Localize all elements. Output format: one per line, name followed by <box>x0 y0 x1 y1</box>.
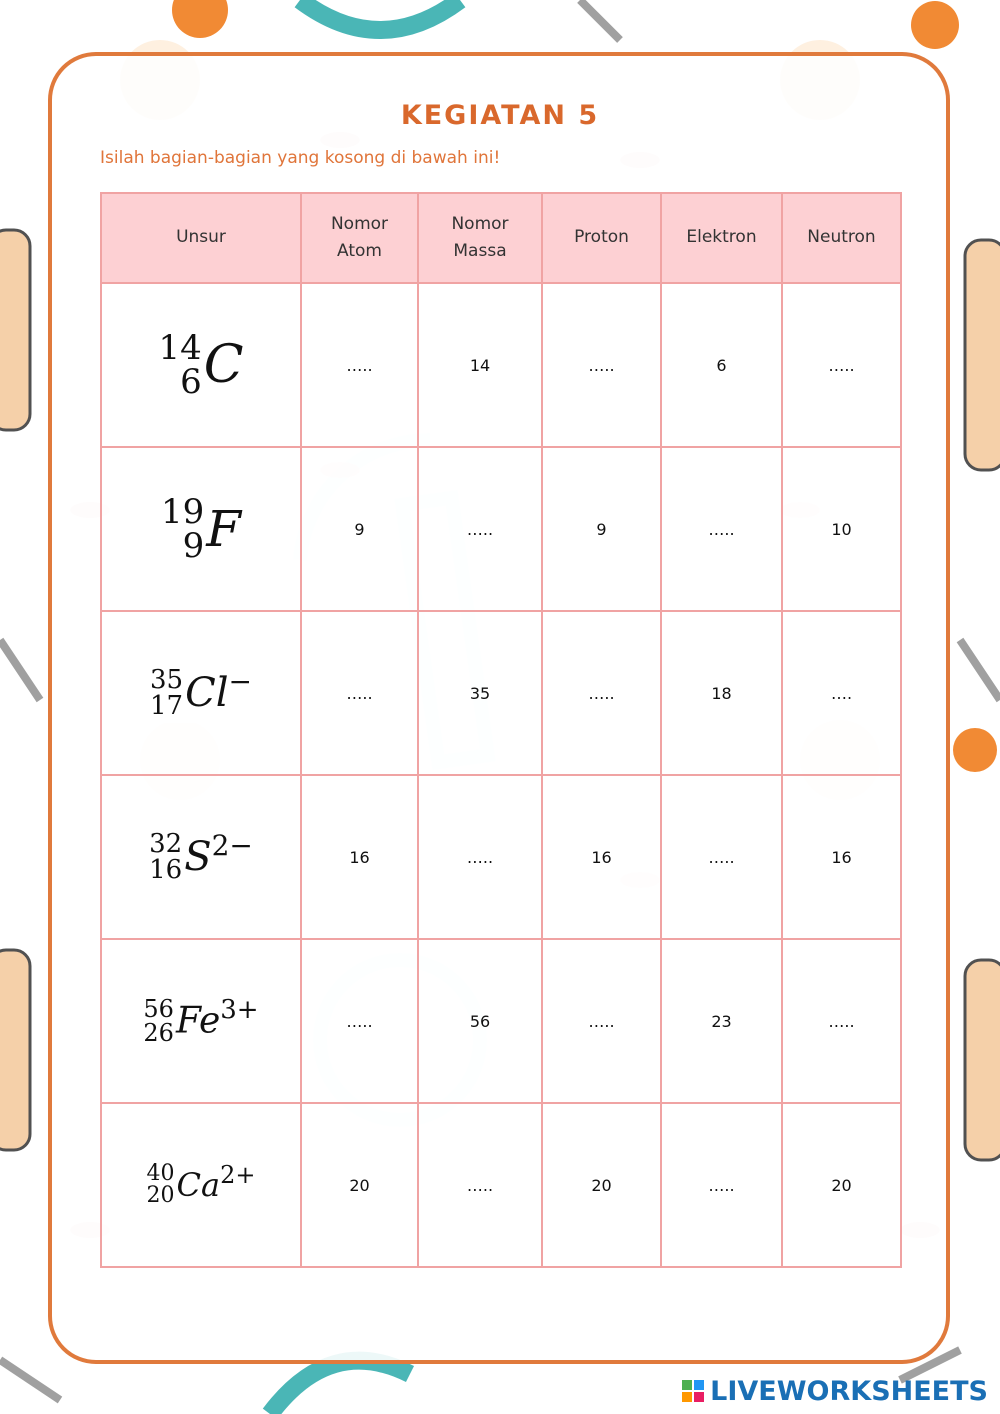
elektron-cell: 18 <box>661 611 782 775</box>
elektron-cell[interactable]: ….. <box>661 447 782 611</box>
liveworksheets-logo-icon <box>682 1380 704 1402</box>
neutron-cell[interactable]: …. <box>782 611 901 775</box>
table-row <box>101 283 901 447</box>
neutron-cell: 16 <box>782 775 901 939</box>
page-title: KEGIATAN 5 <box>400 100 600 131</box>
proton-cell[interactable]: ….. <box>542 283 661 447</box>
nuclide-notation: 40 20 Ca2+ <box>141 1159 262 1211</box>
nomor-massa-cell[interactable]: ….. <box>418 1103 542 1267</box>
table-row <box>101 447 901 611</box>
nuclide-cell <box>101 611 301 775</box>
neutron-cell: 10 <box>782 447 901 611</box>
nomor-atom-cell: 9 <box>301 447 418 611</box>
nuclide-notation: 35 17 Cl− <box>144 663 258 723</box>
elektron-cell[interactable]: ….. <box>661 775 782 939</box>
elektron-cell[interactable]: ….. <box>661 1103 782 1267</box>
nomor-atom-cell[interactable]: ….. <box>301 939 418 1103</box>
nuclide-cell <box>101 283 301 447</box>
header-neutron: Neutron <box>782 193 901 283</box>
neutron-cell[interactable]: ….. <box>782 939 901 1103</box>
nomor-massa-cell: 56 <box>418 939 542 1103</box>
nuclide-notation: 32 16 S2− <box>143 827 259 887</box>
header-nomor-atom: Nomor Atom <box>301 193 418 283</box>
elektron-cell: 6 <box>661 283 782 447</box>
nuclide-cell <box>101 775 301 939</box>
worksheet-table <box>100 192 902 1268</box>
liveworksheets-footer[interactable] <box>682 1374 988 1408</box>
header-proton: Proton <box>542 193 661 283</box>
header-unsur: Unsur <box>101 193 301 283</box>
neutron-cell[interactable]: ….. <box>782 283 901 447</box>
proton-cell: 20 <box>542 1103 661 1267</box>
neutron-cell: 20 <box>782 1103 901 1267</box>
nomor-massa-cell[interactable]: ….. <box>418 775 542 939</box>
instruction-text: Isilah bagian-bagian yang kosong di bawah ini! <box>100 148 501 168</box>
nuclide-cell <box>101 447 301 611</box>
nomor-massa-cell[interactable]: ….. <box>418 447 542 611</box>
nuclide-cell <box>101 1103 301 1267</box>
table-header-row <box>101 193 901 283</box>
header-elektron: Elektron <box>661 193 782 283</box>
table-row <box>101 775 901 939</box>
table-row <box>101 611 901 775</box>
table-row <box>101 939 901 1103</box>
nomor-atom-cell: 20 <box>301 1103 418 1267</box>
proton-cell[interactable]: ….. <box>542 939 661 1103</box>
nomor-massa-cell: 35 <box>418 611 542 775</box>
nomor-massa-cell: 14 <box>418 283 542 447</box>
proton-cell[interactable]: ….. <box>542 611 661 775</box>
brand-name: LIVEWORKSHEETS <box>710 1375 988 1407</box>
nomor-atom-cell[interactable]: ….. <box>301 283 418 447</box>
table-row <box>101 1103 901 1267</box>
proton-cell: 16 <box>542 775 661 939</box>
nuclide-notation: 19 9 F <box>155 491 247 567</box>
elektron-cell: 23 <box>661 939 782 1103</box>
proton-cell: 9 <box>542 447 661 611</box>
header-nomor-massa: Nomor Massa <box>418 193 542 283</box>
nuclide-notation: 56 26 Fe3+ <box>137 993 264 1049</box>
nomor-atom-cell: 16 <box>301 775 418 939</box>
nuclide-cell <box>101 939 301 1103</box>
nomor-atom-cell[interactable]: ….. <box>301 611 418 775</box>
nuclide-notation: 14 6 C <box>152 327 249 403</box>
